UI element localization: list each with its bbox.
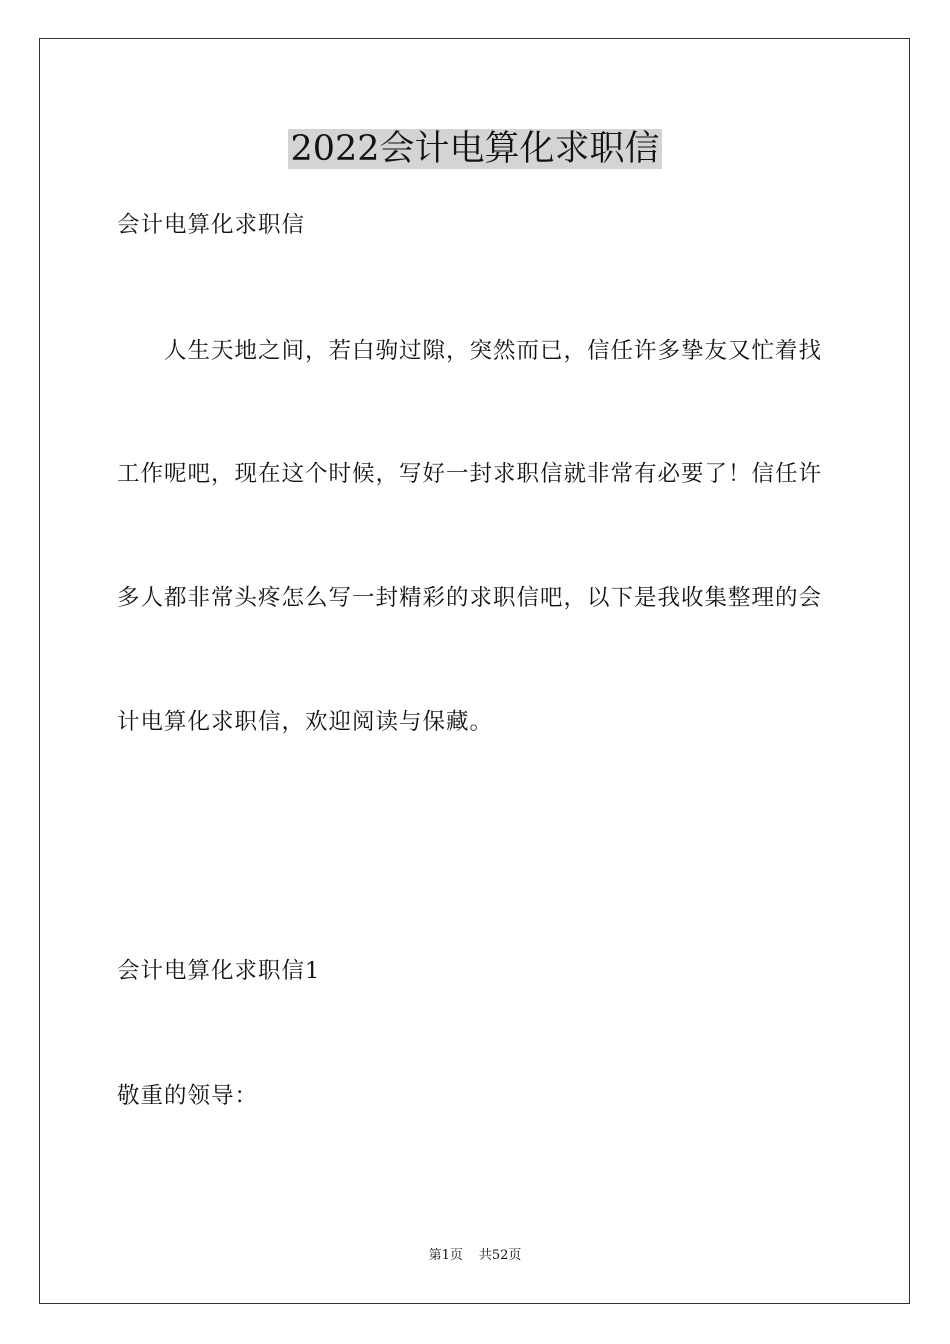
paragraph-line-1: 人生天地之间，若白驹过隙，突然而已，信任许多挚友又忙着找	[117, 338, 823, 364]
page-total: 共52页	[478, 1248, 522, 1263]
salutation: 敬重的领导：	[117, 1083, 259, 1109]
section-heading: 会计电算化求职信1	[117, 958, 321, 984]
document-title	[0, 128, 950, 170]
paragraph-line-3: 多人都非常头疼怎么写一封精彩的求职信吧，以下是我收集整理的会	[117, 585, 823, 611]
document-title-text: 2022会计电算化求职信	[290, 129, 660, 169]
paragraph-line-4: 计电算化求职信，欢迎阅读与保藏。	[117, 709, 494, 735]
paragraph-line-2: 工作呢吧，现在这个时候，写好一封求职信就非常有必要了！信任许	[117, 461, 823, 487]
page-footer	[0, 1246, 950, 1266]
subtitle-line: 会计电算化求职信	[117, 212, 306, 238]
page-number: 第1页	[428, 1248, 463, 1263]
